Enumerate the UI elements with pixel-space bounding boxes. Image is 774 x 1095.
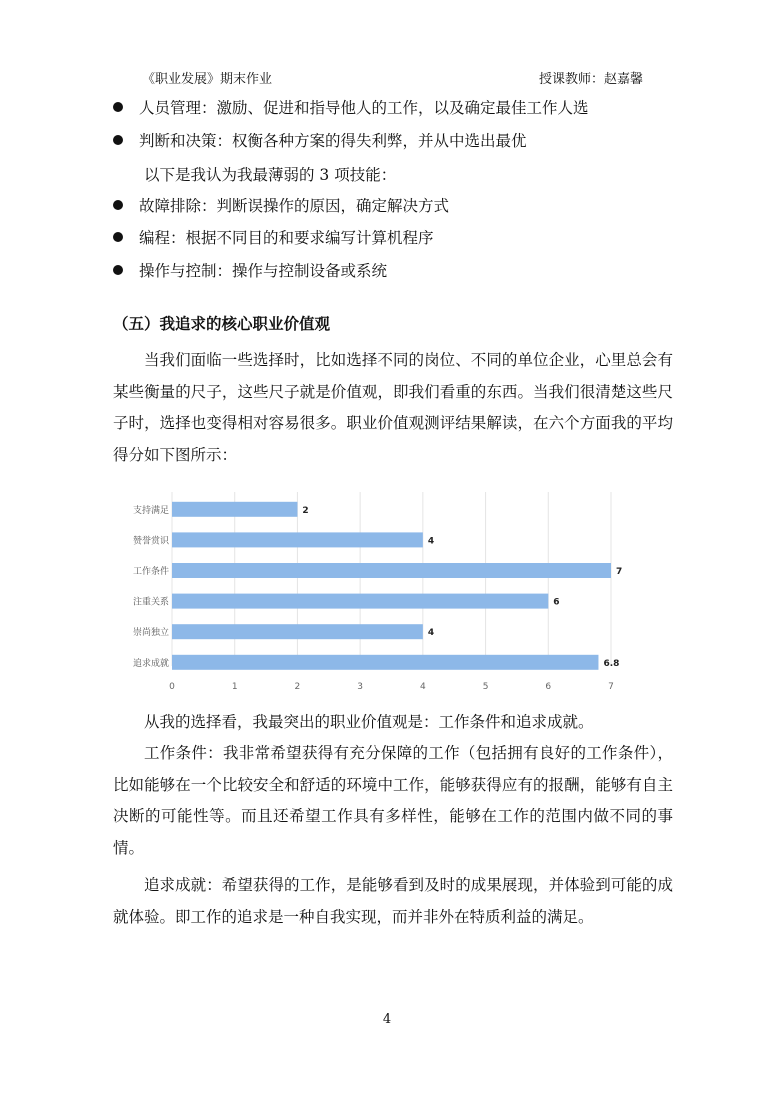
list-item bbox=[113, 94, 589, 120]
x-tick-label: 1 bbox=[231, 682, 238, 692]
bar bbox=[172, 563, 611, 578]
bar bbox=[172, 594, 548, 609]
section-title: （五）我追求的核心职业价值观 bbox=[113, 314, 331, 333]
bar bbox=[172, 502, 297, 517]
data-label: 4 bbox=[427, 628, 435, 639]
list-item bbox=[113, 127, 527, 153]
category-label: 工作条件 bbox=[132, 567, 169, 577]
data-label: 2 bbox=[302, 505, 309, 516]
bullet-icon bbox=[113, 265, 123, 275]
list-item-text: 人员管理：激励、促进和指导他人的工作，以及确定最佳工作人选 bbox=[139, 99, 589, 117]
x-tick-label: 3 bbox=[357, 682, 364, 692]
x-tick-label: 2 bbox=[294, 682, 301, 692]
value-scores-chart bbox=[110, 486, 630, 698]
bullet-icon bbox=[113, 102, 123, 112]
data-label: 7 bbox=[616, 567, 623, 577]
bullet-icon bbox=[113, 200, 123, 210]
list-item-text: 编程：根据不同目的和要求编写计算机程序 bbox=[139, 229, 434, 247]
weak-skills-intro: 以下是我认为我最薄弱的 3 项技能： bbox=[144, 166, 397, 184]
data-label: 4 bbox=[427, 536, 435, 547]
work-conditions-paragraph: 工作条件：我非常希望获得有充分保障的工作（包括拥有良好的工作条件），比如能够在一个比较安全和舒适的环境中工作，能够获得应有的报酬，能够有自主决断的可能性等。而且还希望工作具有多样性，能够在工作的范围内做不同的事情。 bbox=[113, 744, 673, 857]
bar bbox=[172, 655, 598, 670]
bar bbox=[172, 532, 423, 547]
list-item-text: 操作与控制：操作与控制设备或系统 bbox=[139, 262, 388, 280]
category-label: 注重关系 bbox=[132, 597, 169, 608]
bullet-icon bbox=[113, 135, 123, 145]
x-tick-label: 0 bbox=[169, 682, 175, 692]
header-instructor: 授课教师：赵嘉馨 bbox=[538, 72, 643, 87]
category-label: 崇尚独立 bbox=[132, 628, 169, 639]
intro-paragraph: 当我们面临一些选择时，比如选择不同的岗位、不同的单位企业，心里总会有某些衡量的尺子，这些尺子就是价值观，即我们看重的东西。当我们很清楚这些尺子时，选择也变得相对容易很多。职业价值观测评结果解读，在六个方面我的平均得分如下图所示： bbox=[113, 351, 673, 464]
category-label: 赞誉赏识 bbox=[132, 536, 169, 547]
data-label: 6 bbox=[553, 597, 560, 608]
data-label: 6.8 bbox=[603, 658, 620, 669]
x-tick-label: 4 bbox=[419, 682, 426, 692]
x-tick-label: 6 bbox=[545, 682, 552, 692]
header-course-title: 《职业发展》期末作业 bbox=[142, 72, 273, 87]
conclusion-paragraph: 从我的选择看，我最突出的职业价值观是：工作条件和追求成就。 bbox=[144, 713, 594, 731]
bar bbox=[172, 624, 423, 639]
list-item bbox=[113, 257, 387, 283]
page-number: 4 bbox=[382, 1012, 392, 1027]
list-item bbox=[113, 192, 449, 218]
x-tick-label: 7 bbox=[608, 682, 614, 692]
bullet-icon bbox=[113, 232, 123, 242]
achievement-paragraph: 追求成就：希望获得的工作，是能够看到及时的成果展现，并体验到可能的成就体验。即工作的追求是一种自我实现，而并非外在特质利益的满足。 bbox=[113, 876, 673, 926]
x-tick-label: 5 bbox=[482, 682, 489, 692]
list-item bbox=[113, 224, 434, 250]
category-label: 追求成就 bbox=[132, 658, 169, 669]
list-item-text: 判断和决策：权衡各种方案的得失利弊，并从中选出最优 bbox=[139, 132, 527, 150]
list-item-text: 故障排除：判断误操作的原因，确定解决方式 bbox=[139, 197, 450, 215]
category-label: 支持满足 bbox=[132, 505, 169, 516]
